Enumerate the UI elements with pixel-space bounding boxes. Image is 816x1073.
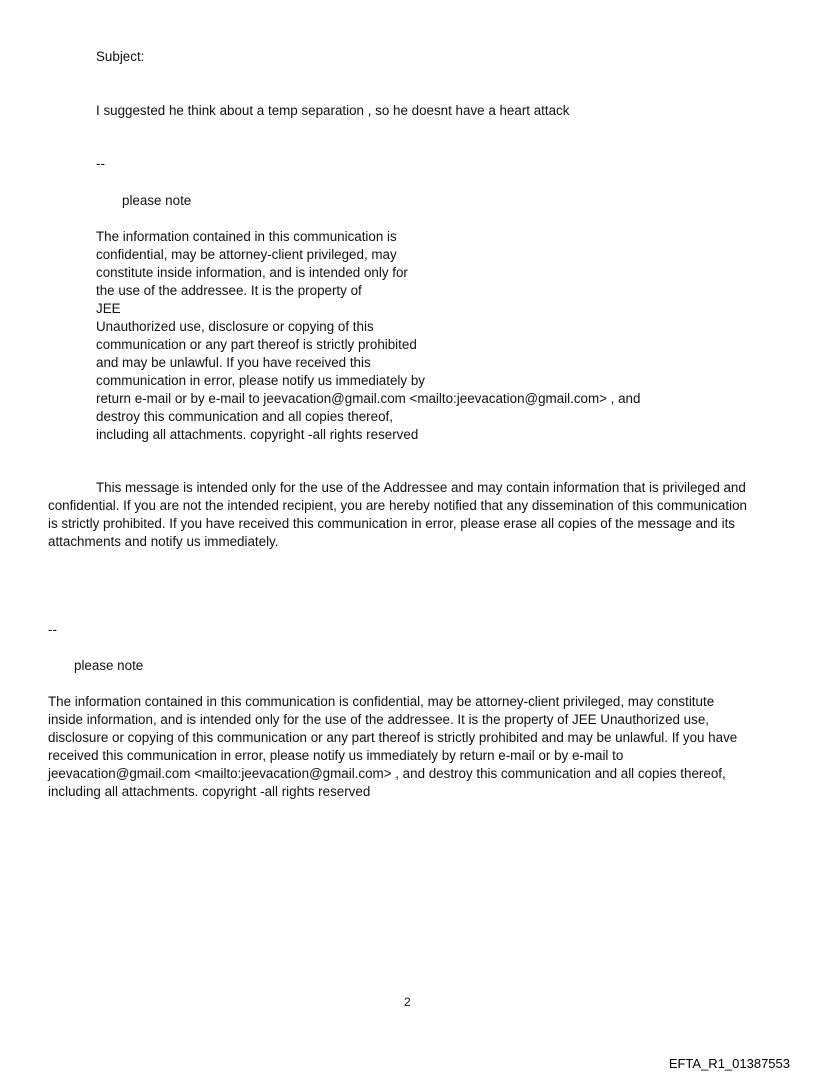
disclaimer-1-line: communication or any part thereof is strictly prohibited (96, 337, 417, 352)
disclaimer-2-line: disclosure or copying of this communication or any part thereof is strictly prohibited and may be unlawful. If you have (48, 730, 738, 745)
note-heading-1: please note (122, 193, 192, 208)
page-number: 2 (404, 995, 411, 1009)
disclaimer-1-line: confidential, may be attorney-client privileged, may (96, 247, 397, 262)
separator-1: -- (96, 156, 105, 171)
disclaimer-1-line: JEE (96, 301, 121, 316)
confidentiality-line: attachments and notify us immediately. (48, 534, 279, 549)
subject-label: Subject: (96, 49, 145, 64)
note-heading-2: please note (74, 658, 144, 673)
disclaimer-1-line: destroy this communication and all copies thereof, (96, 409, 393, 424)
confidentiality-line: This message is intended only for the use of the Addressee and may contain information that is privileged and (96, 480, 746, 495)
confidentiality-notice (48, 479, 747, 551)
disclaimer-1-line: communication in error, please notify us immediately by (96, 373, 425, 388)
disclaimer-2-line: received this communication in error, please notify us immediately by return e-mail or by e-mail to (48, 748, 624, 763)
disclaimer-2-line: inside information, and is intended only for the use of the addressee. It is the property of JEE Unauthorized use, (48, 712, 709, 727)
disclaimer-1-line: Unauthorized use, disclosure or copying of this (96, 319, 374, 334)
disclaimer-block-2 (48, 693, 737, 801)
bates-number: EFTA_R1_01387553 (668, 1056, 790, 1071)
separator-2: -- (48, 622, 57, 637)
disclaimer-1-line: return e-mail or by e-mail to jeevacation@gmail.com <mailto:jeevacation@gmail.com> , and (96, 391, 641, 406)
disclaimer-1-line: including all attachments. copyright -all rights reserved (96, 427, 419, 442)
disclaimer-1-line: The information contained in this communication is (96, 229, 397, 244)
confidentiality-line: confidential. If you are not the intended recipient, you are hereby notified that any dissemination of this communication (48, 498, 747, 513)
disclaimer-2-line: jeevacation@gmail.com <mailto:jeevacation@gmail.com> , and destroy this communication and all copies thereof, (48, 766, 726, 781)
disclaimer-1-line: the use of the addressee. It is the property of (96, 283, 362, 298)
disclaimer-1-line: constitute inside information, and is intended only for (96, 265, 408, 280)
disclaimer-2-line: including all attachments. copyright -all rights reserved (48, 784, 371, 799)
disclaimer-2-line: The information contained in this communication is confidential, may be attorney-client privileged, may constitute (48, 694, 715, 709)
confidentiality-line: is strictly prohibited. If you have received this communication in error, please erase all copies of the message and its (48, 516, 735, 531)
disclaimer-1-line: and may be unlawful. If you have received this (96, 355, 371, 370)
email-body-line: I suggested he think about a temp separation , so he doesnt have a heart attack (96, 103, 570, 118)
disclaimer-block-1 (96, 228, 640, 444)
